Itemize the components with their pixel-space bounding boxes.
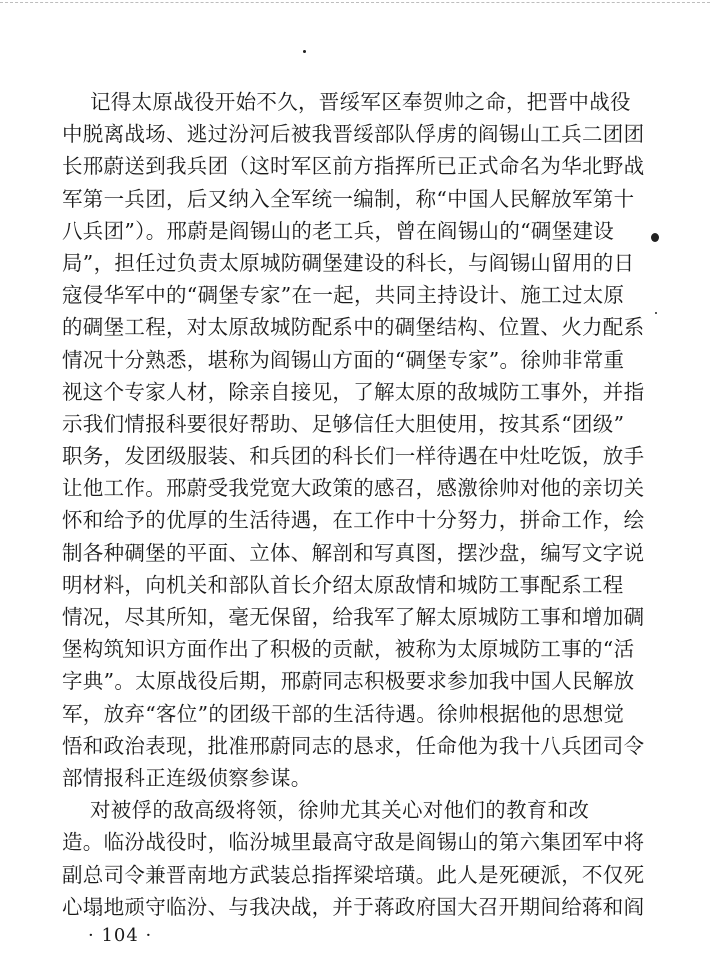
text-line: 寇侵华军中的“碉堡专家”在一起，共同主持设计、施工过太原	[62, 283, 625, 308]
paragraph-2	[62, 794, 645, 923]
text-line: 让他工作。邢蔚受我党宽大政策的感召，感激徐帅对他的亲切关	[62, 476, 645, 501]
text-line: 中脱离战场、逃过汾河后被我晋绥部队俘虏的阎锡山工兵二团团	[62, 122, 645, 147]
text-line: 制各种碉堡的平面、立体、解剖和写真图，摆沙盘，编写文字说	[62, 540, 645, 565]
text-line: 对被俘的敌高级将领，徐帅尤其关心对他们的教育和改	[90, 798, 590, 823]
text-line: 示我们情报科要很好帮助、足够信任大胆使用，按其系“团级”	[62, 411, 625, 436]
text-line: 堡构筑知识方面作出了积极的贡献，被称为太原城防工事的“活	[62, 637, 635, 662]
ink-speck	[651, 233, 659, 242]
top-scan-rule	[0, 2, 710, 3]
page-number: · 104 ·	[88, 925, 153, 946]
text-line: 造。临汾战役时，临汾城里最高守敌是阎锡山的第六集团军中将	[62, 830, 645, 855]
text-line: 副总司令兼晋南地方武装总指挥梁培璜。此人是死硬派，不仅死	[62, 862, 645, 887]
text-line: 局”，担任过负责太原城防碉堡建设的科长，与阎锡山留用的日	[62, 250, 635, 275]
text-line: 记得太原战役开始不久，晋绥军区奉贺帅之命，把晋中战役	[90, 90, 631, 114]
ink-speck	[303, 50, 306, 53]
text-line: 字典”。太原战役后期，邢蔚同志积极要求参加我中国人民解放	[62, 669, 635, 694]
text-line: 部情报科正连级侦察参谋。	[62, 765, 312, 790]
text-line: 情况十分熟悉，堪称为阎锡山方面的“碉堡专家”。徐帅非常重	[62, 347, 625, 372]
text-line: 心塌地顽守临汾、与我决战，并于蒋政府国大召开期间给蒋和阎	[62, 894, 645, 919]
text-line: 明材料，向机关和部队首长介绍太原敌情和城防工事配系工程	[62, 572, 624, 597]
paragraph-1	[62, 86, 645, 794]
body-text	[62, 86, 645, 923]
text-line: 的碉堡工程，对太原敌城防配系中的碉堡结构、位置、火力配系	[62, 315, 645, 340]
text-line: 职务，发团级服装、和兵团的科长们一样待遇在中灶吃饭，放手	[62, 444, 645, 469]
text-line: 八兵团”）。邢蔚是阎锡山的老工兵，曾在阎锡山的“碉堡建设	[62, 218, 615, 243]
text-line: 情况，尽其所知，毫无保留，给我军了解太原城防工事和增加碉	[62, 605, 645, 629]
text-line: 视这个专家人材，除亲自接见，了解太原的敌城防工事外，并指	[62, 379, 645, 404]
text-line: 军，放弃“客位”的团级干部的生活待遇。徐帅根据他的思想觉	[62, 701, 625, 726]
text-line: 军第一兵团，后又纳入全军统一编制，称“中国人民解放军第十	[62, 186, 635, 211]
text-line: 怀和给予的优厚的生活待遇，在工作中十分努力，拼命工作，绘	[62, 508, 645, 533]
ink-speck	[655, 312, 657, 314]
text-line: 长邢蔚送到我兵团（这时军区前方指挥所已正式命名为华北野战	[62, 154, 645, 179]
text-line: 悟和政治表现，批准邢蔚同志的恳求，任命他为我十八兵团司令	[62, 733, 645, 758]
